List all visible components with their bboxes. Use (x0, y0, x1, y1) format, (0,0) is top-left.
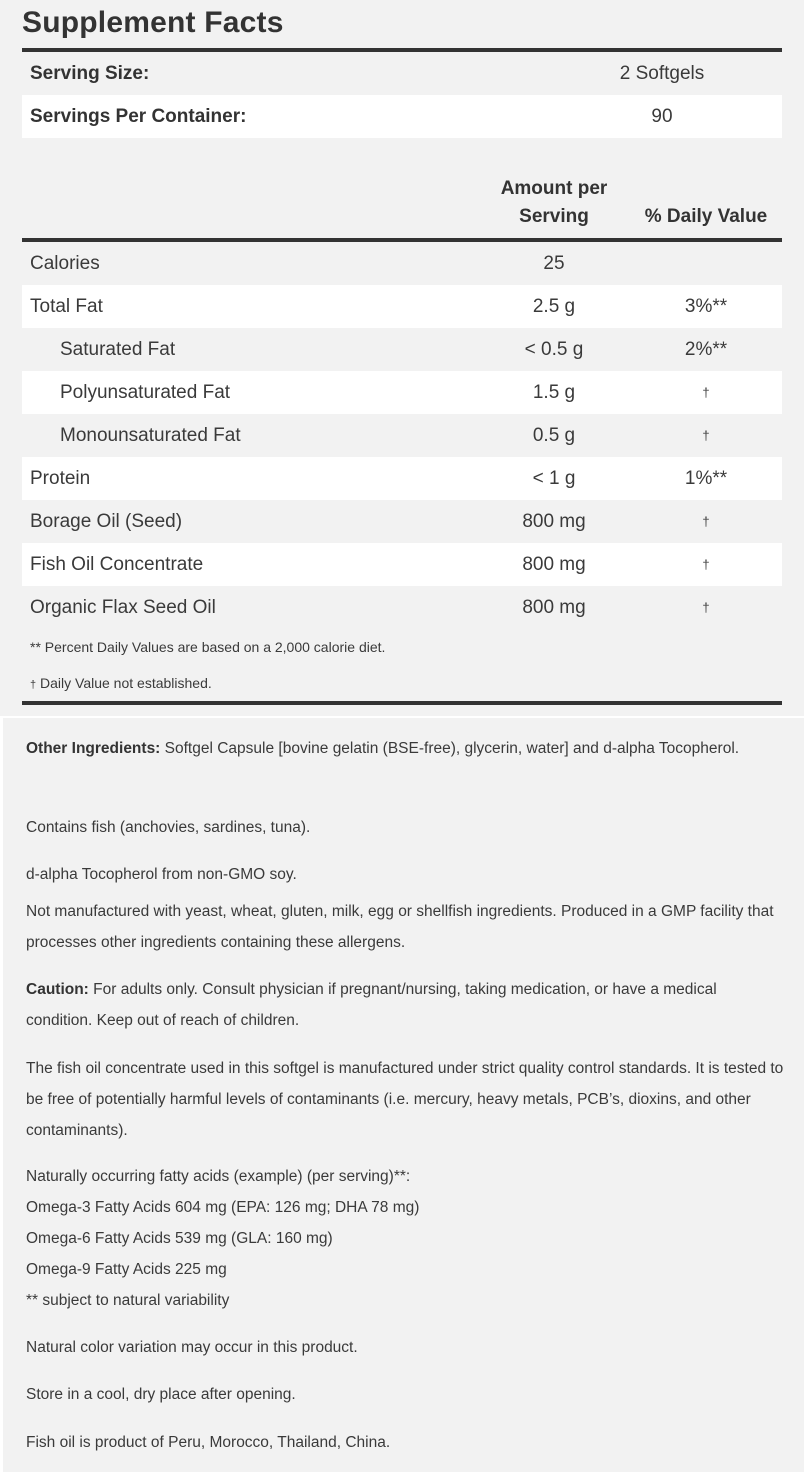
nutrient-row (22, 457, 782, 500)
fish-oil-origin: Fish oil is product of Peru, Morocco, Thailand, China. (26, 1434, 391, 1451)
nutrient-row (22, 242, 782, 285)
nutrient-row (22, 414, 782, 457)
caution-statement (26, 974, 786, 1036)
nutrient-daily-value: 1%** (684, 468, 728, 489)
dagger-icon: † (702, 385, 710, 400)
nutrient-amount: 2.5 g (532, 296, 576, 317)
nutrient-row (22, 328, 782, 371)
omega-6-line: Omega-6 Fatty Acids 539 mg (GLA: 160 mg) (26, 1230, 333, 1247)
nutrient-amount: 25 (543, 253, 565, 274)
nutrient-name: Protein (30, 468, 91, 489)
caution-text: For adults only. Consult physician if pregnant/nursing, taking medication, or have a medical condition. Keep out of reach of children. (26, 981, 717, 1029)
other-ingredients (26, 733, 786, 764)
allergen-statement: Not manufactured with yeast, wheat, gluten, milk, egg or shellfish ingredients. Produced in a GMP facility that processes other ingredients containing these allergens. (26, 903, 774, 951)
nutrient-row (22, 371, 782, 414)
amount-header-line2: Serving (519, 206, 589, 227)
nutrient-name: Organic Flax Seed Oil (30, 597, 216, 618)
nutrient-name: Saturated Fat (60, 339, 176, 360)
nutrient-row (22, 285, 782, 328)
servings-per-container-label: Servings Per Container: (30, 106, 247, 127)
footnote-dagger (30, 675, 212, 691)
nutrient-amount: 1.5 g (532, 382, 576, 403)
variability-note: ** subject to natural variability (26, 1292, 230, 1309)
quality-statement: The fish oil concentrate used in this softgel is manufactured under strict quality control standards. It is tested to be free of potentially harmful levels of contaminants (i.e. mercury, heavy metals, PCB’s, dioxins, and other contaminants). (26, 1060, 784, 1139)
serving-size-value: 2 Softgels (619, 63, 705, 84)
nutrient-name: Fish Oil Concentrate (30, 554, 204, 575)
storage-instructions: Store in a cool, dry place after opening. (26, 1386, 296, 1403)
servings-per-container-value: 90 (651, 106, 673, 127)
nutrient-row (22, 500, 782, 543)
other-ingredients-text: Softgel Capsule [bovine gelatin (BSE-free), glycerin, water] and d-alpha Tocopherol. (160, 740, 740, 757)
facts-title: Supplement Facts (22, 6, 284, 39)
fatty-acids-heading: Naturally occurring fatty acids (example) (per serving)**: (26, 1168, 411, 1185)
amount-per-serving-header (484, 175, 624, 231)
omega-3-line: Omega-3 Fatty Acids 604 mg (EPA: 126 mg; DHA 78 mg) (26, 1199, 420, 1216)
nutrient-name: Borage Oil (Seed) (30, 511, 183, 532)
caution-label: Caution: (26, 981, 89, 998)
footnote-dagger-text: Daily Value not established. (36, 675, 212, 691)
daily-value-header: % Daily Value (644, 206, 768, 227)
tocopherol-source: d-alpha Tocopherol from non-GMO soy. (26, 866, 297, 883)
amount-header-line1: Amount per (500, 178, 608, 199)
nutrient-name: Total Fat (30, 296, 103, 317)
nutrient-amount: < 1 g (532, 468, 576, 489)
nutrient-amount: 800 mg (522, 597, 586, 618)
color-variation-note: Natural color variation may occur in this product. (26, 1339, 358, 1356)
other-ingredients-label: Other Ingredients: (26, 740, 161, 757)
dagger-icon: † (702, 600, 710, 615)
nutrient-amount: 800 mg (522, 554, 586, 575)
bottom-divider (22, 701, 782, 705)
product-info-panel (3, 718, 804, 1472)
omega-9-line: Omega-9 Fatty Acids 225 mg (26, 1261, 227, 1278)
dagger-icon: † (702, 514, 710, 529)
dagger-icon: † (702, 428, 710, 443)
serving-size-label: Serving Size: (30, 63, 150, 84)
nutrient-amount: 0.5 g (532, 425, 576, 446)
nutrient-daily-value: 2%** (684, 339, 728, 360)
nutrient-name: Polyunsaturated Fat (60, 382, 231, 403)
dagger-icon: † (30, 679, 37, 691)
nutrient-row (22, 586, 782, 629)
serving-size-row (22, 52, 782, 95)
dagger-icon: † (702, 557, 710, 572)
nutrient-row (22, 543, 782, 586)
nutrient-name: Monounsaturated Fat (60, 425, 241, 446)
supplement-facts-panel (0, 0, 804, 716)
footnote-percent-dv: ** Percent Daily Values are based on a 2,000 calorie diet. (30, 639, 386, 655)
contains-statement: Contains fish (anchovies, sardines, tuna). (26, 819, 311, 836)
nutrient-amount: 800 mg (522, 511, 586, 532)
nutrient-amount: < 0.5 g (524, 339, 584, 360)
nutrient-name: Calories (30, 253, 100, 274)
servings-per-container-row (22, 95, 782, 138)
nutrient-daily-value: 3%** (684, 296, 728, 317)
